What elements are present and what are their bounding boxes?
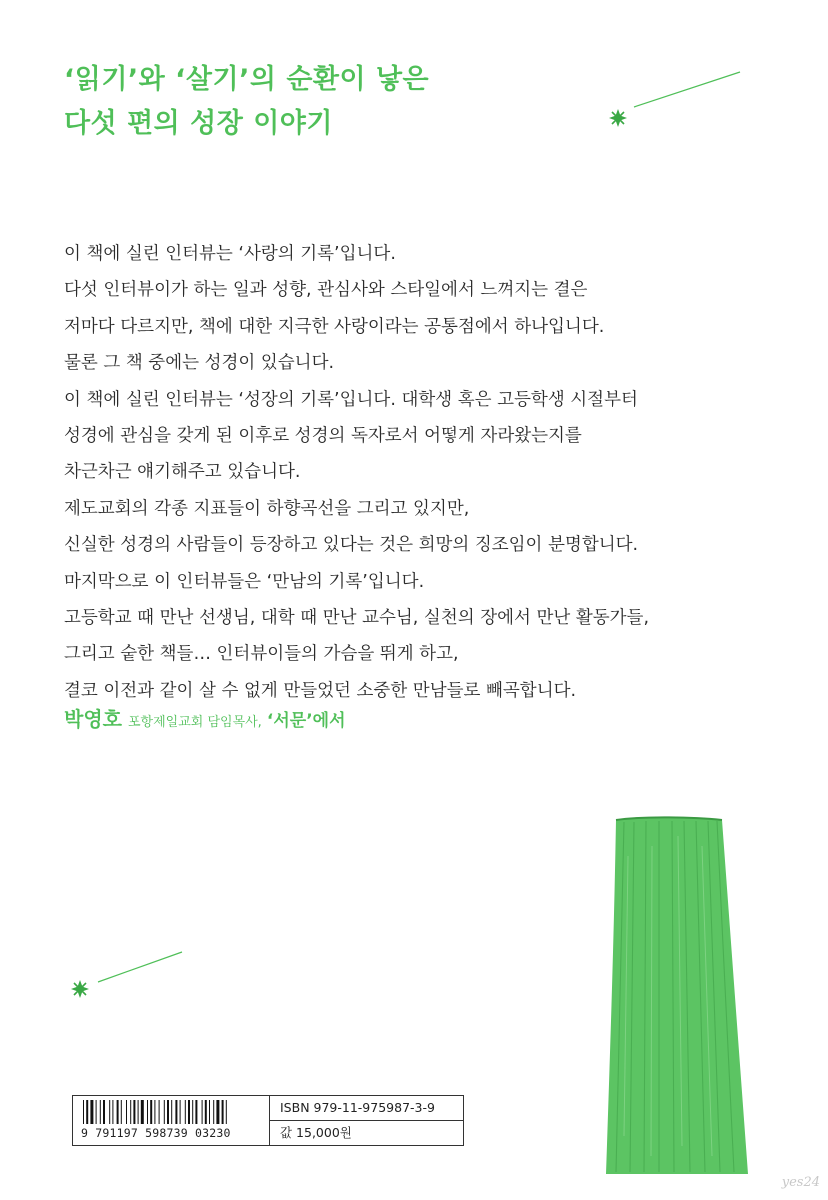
sparkle-icon (71, 980, 89, 998)
isbn-number: ISBN 979-11-975987-3-9 (270, 1096, 463, 1121)
headline (64, 58, 429, 146)
body-line: 차근차근 얘기해주고 있습니다. (64, 462, 301, 483)
author-role: 포항제일교회 담임목사, (127, 715, 262, 730)
barcode-digits: 9 791197 598739 03230 (81, 1126, 231, 1140)
body-line: 고등학교 때 만난 선생님, 대학 때 만난 교수님, 실천의 장에서 만난 활동가들, (64, 608, 650, 629)
isbn-barcode-box (72, 1095, 464, 1146)
quote-source: ‘서문’에서 (266, 711, 346, 731)
book-spine-illustration (604, 816, 750, 1176)
barcode-icon (83, 1100, 259, 1124)
headline-line-1: ‘읽기’와 ‘살기’의 순환이 낳은 (64, 64, 430, 95)
body-line: 신실한 성경의 사람들이 등장하고 있다는 것은 희망의 징조임이 분명합니다. (64, 535, 639, 556)
body-line: 물론 그 책 중에는 성경이 있습니다. (64, 353, 335, 374)
body-line: 저마다 다르지만, 책에 대한 지극한 사랑이라는 공통점에서 하나입니다. (64, 316, 605, 337)
body-line: 이 책에 실린 인터뷰는 ‘성장의 기록’입니다. 대학생 혹은 고등학생 시절부터 (64, 389, 638, 410)
body-line: 그리고 숱한 책들… 인터뷰이들의 가슴을 뛰게 하고, (64, 644, 459, 665)
watermark-logo: yes24 (781, 1175, 820, 1190)
body-line: 성경에 관심을 갖게 된 이후로 성경의 독자로서 어떻게 자라왔는지를 (64, 426, 582, 447)
isbn-area (270, 1096, 463, 1145)
author-name: 박영호 (64, 707, 122, 731)
barcode-area (73, 1096, 270, 1145)
body-line: 결코 이전과 같이 살 수 없게 만들었던 소중한 만남들로 빼곡합니다. (64, 680, 577, 701)
headline-line-2: 다섯 편의 성장 이야기 (64, 108, 333, 139)
sparkle-icon (609, 109, 627, 127)
price: 값 15,000원 (280, 1125, 352, 1140)
body-line: 마지막으로 이 인터뷰들은 ‘만남의 기록’입니다. (64, 571, 425, 592)
body-line: 이 책에 실린 인터뷰는 ‘사랑의 기록’입니다. (64, 244, 396, 264)
attribution (64, 703, 346, 732)
top-star-line-decoration (600, 62, 750, 128)
bottom-star-line-decoration (62, 944, 192, 1004)
body-text (64, 236, 764, 709)
body-line: 다섯 인터뷰이가 하는 일과 성향, 관심사와 스타일에서 느껴지는 결은 (64, 280, 588, 301)
body-line: 제도교회의 각종 지표들이 하향곡선을 그리고 있지만, (64, 498, 470, 519)
